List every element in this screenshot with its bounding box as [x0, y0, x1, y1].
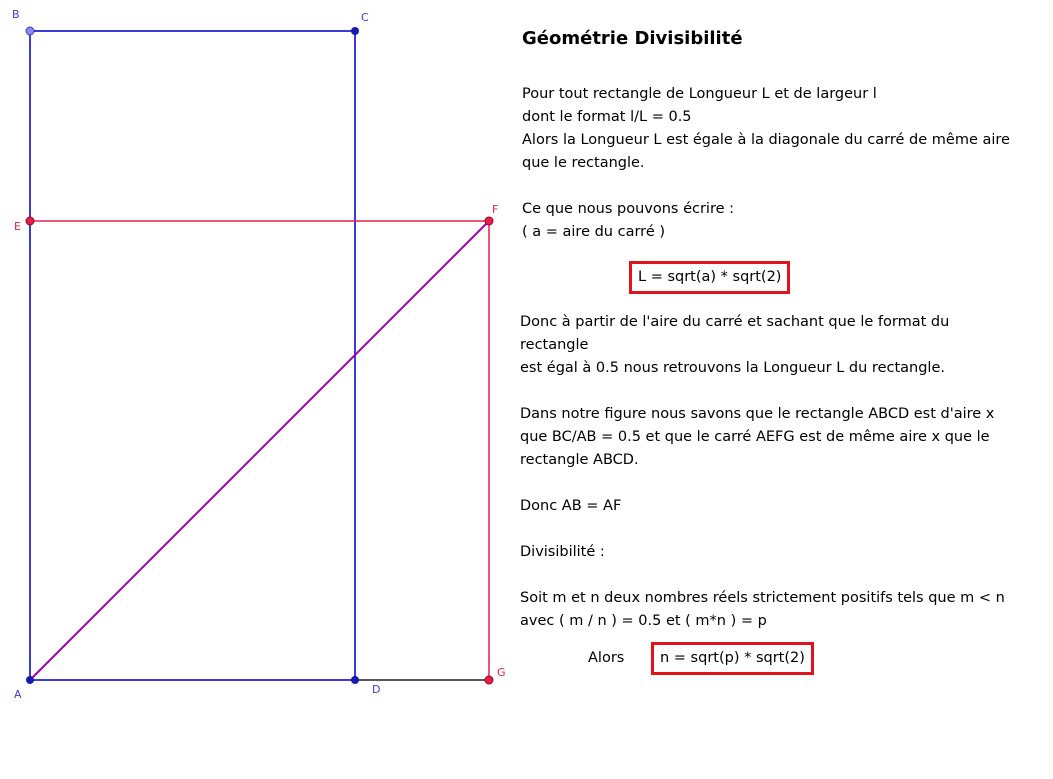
- label-g: G: [497, 666, 506, 679]
- point-g[interactable]: [485, 676, 493, 684]
- text-line: Alors la Longueur L est égale à la diagonale du carré de même aire: [522, 132, 1010, 148]
- label-c: C: [361, 11, 369, 24]
- text-line: rectangle ABCD.: [520, 452, 639, 468]
- text-line: que le rectangle.: [522, 155, 645, 171]
- text-line: ( a = aire du carré ): [522, 224, 666, 240]
- text-line: dont le format l/L = 0.5: [522, 109, 692, 125]
- text-line: rectangle: [520, 337, 589, 353]
- point-b[interactable]: [26, 27, 34, 35]
- point-c[interactable]: [351, 27, 359, 35]
- text-line: Dans notre figure nous savons que le rectangle ABCD est d'aire x: [520, 406, 995, 422]
- formula-box-2: n = sqrt(p) * sqrt(2): [651, 642, 814, 675]
- text-line: Pour tout rectangle de Longueur L et de largeur l: [522, 86, 877, 102]
- label-e: E: [14, 220, 21, 233]
- point-e[interactable]: [26, 217, 34, 225]
- geometry-figure: [0, 0, 520, 779]
- text-line: que BC/AB = 0.5 et que le carré AEFG est de même aire x que le: [520, 429, 990, 445]
- text-line: Soit m et n deux nombres réels strictement positifs tels que m < n: [520, 590, 1005, 606]
- page-title: Géométrie Divisibilité: [522, 28, 743, 49]
- point-d[interactable]: [351, 676, 359, 684]
- label-a: A: [14, 688, 22, 701]
- text-line: Donc AB = AF: [520, 498, 622, 514]
- point-a[interactable]: [26, 676, 34, 684]
- text-line: Donc à partir de l'aire du carré et sachant que le format du: [520, 314, 950, 330]
- text-line: Divisibilité :: [520, 544, 605, 560]
- text-line: Ce que nous pouvons écrire :: [522, 201, 735, 217]
- point-f[interactable]: [485, 217, 493, 225]
- text-line: avec ( m / n ) = 0.5 et ( m*n ) = p: [520, 613, 767, 629]
- alors-label: Alors: [588, 650, 625, 666]
- diagonal-af: [30, 221, 489, 680]
- formula-box-1: L = sqrt(a) * sqrt(2): [629, 261, 790, 294]
- label-b: B: [12, 8, 20, 21]
- text-line: est égal à 0.5 nous retrouvons la Longueur L du rectangle.: [520, 360, 945, 376]
- label-d: D: [372, 683, 381, 696]
- label-f: F: [492, 203, 499, 216]
